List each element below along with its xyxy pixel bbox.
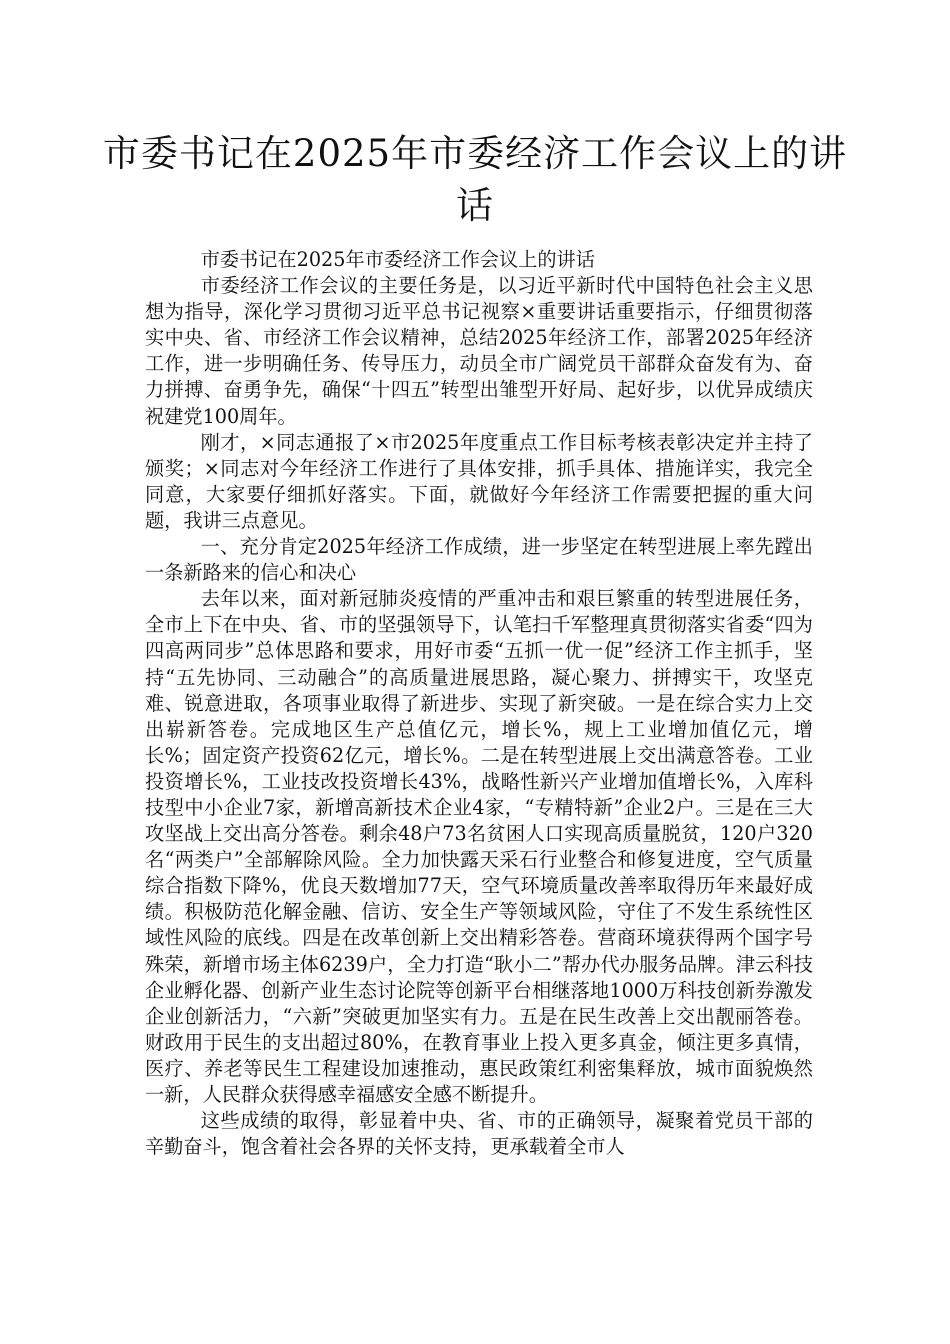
body-paragraph: 去年以来，面对新冠肺炎疫情的严重冲击和艰巨繁重的转型进展任务，全市上下在中央、省、市的坚强领导下，认笔扫千军整理真贯彻落实省委“四为四高两同步”总体思路和要求，用好市委“五抓一优一促”经济工作主抓手，坚持“五先协同、三动融合”的高质量进展思路，凝心聚力、拼搏实干，攻坚克难、锐意进取，各项事业取得了新进步、实现了新突破。一是在综合实力上交出崭新答卷。完成地区生产总值亿元，增长%，规上工业增加值亿元，增长%；固定资产投资62亿元，增长%。二是在转型进展上交出满意答卷。工业投资增长%，工业技改投资增长43%，战略性新兴产业增加值增长%，入库科技型中小企业7家，新增高新技术企业4家，“专精特新”企业2户。三是在三大攻坚战上交出高分答卷。剩余48户73名贫困人口实现高质量脱贫，120户320名“两类户”全部解除风险。全力加快露天采石行业整合和修复进度，空气质量综合指数下降%，优良天数增加77天，空气环境质量改善率取得历年来最好成绩。积极防范化解金融、信访、安全生产等领域风险，守住了不发生系统性区域性风险的底线。四是在改革创新上交出精彩答卷。营商环境获得两个国字号殊荣，新增市场主体6239户，全力打造“耿小二”帮办代办服务品牌。津云科技企业孵化器、创新产业生态讨论院等创新平台相继落地1000万科技创新券激发企业创新活力，“六新”突破更加坚实有力。五是在民生改善上交出靓丽答卷。财政用于民生的支出超过80%，在教育事业上投入更多真金，倾注更多真情，医疗、养老等民生工程建设加速推动，惠民政策红利密集释放，城市面貌焕然一新，人民群众获得感幸福感安全感不断提升。 [145,587,813,1106]
document-title: 市委书记在2025年市委经济工作会议上的讲话 [102,132,848,227]
body-paragraph: 这些成绩的取得，彰显着中央、省、市的正确领导，凝聚着党员干部的辛勤奋斗，饱含着社会各界的关怀支持，更承载着全市人 [145,1109,813,1159]
section-heading: 一、充分肯定2025年经济工作成绩，进一步坚定在转型进展上率先蹚出一条新路来的信心和决心 [145,535,813,585]
body-paragraph: 市委书记在2025年市委经济工作会议上的讲话 [200,248,595,271]
document-body [145,247,813,1160]
body-paragraph: 市委经济工作会议的主要任务是，以习近平新时代中国特色社会主义思想为指导，深化学习贯彻习近平总书记视察×重要讲话重要指示，仔细贯彻落实中央、省、市经济工作会议精神，总结2025年经济工作，部署2025年经济工作，进一步明确任务、传导压力，动员全市广阔党员干部群众奋发有为、奋力拼搏、奋勇争先，确保“十四五”转型出雏型开好局、起好步，以优异成绩庆祝建党100周年。 [145,274,813,428]
body-paragraph: 刚才，×同志通报了×市2025年度重点工作目标考核表彰决定并主持了颁奖；×同志对今年经济工作进行了具体安排，抓手具体、措施详实，我完全同意，大家要仔细抓好落实。下面，就做好今年经济工作需要把握的重大问题，我讲三点意见。 [145,430,813,532]
